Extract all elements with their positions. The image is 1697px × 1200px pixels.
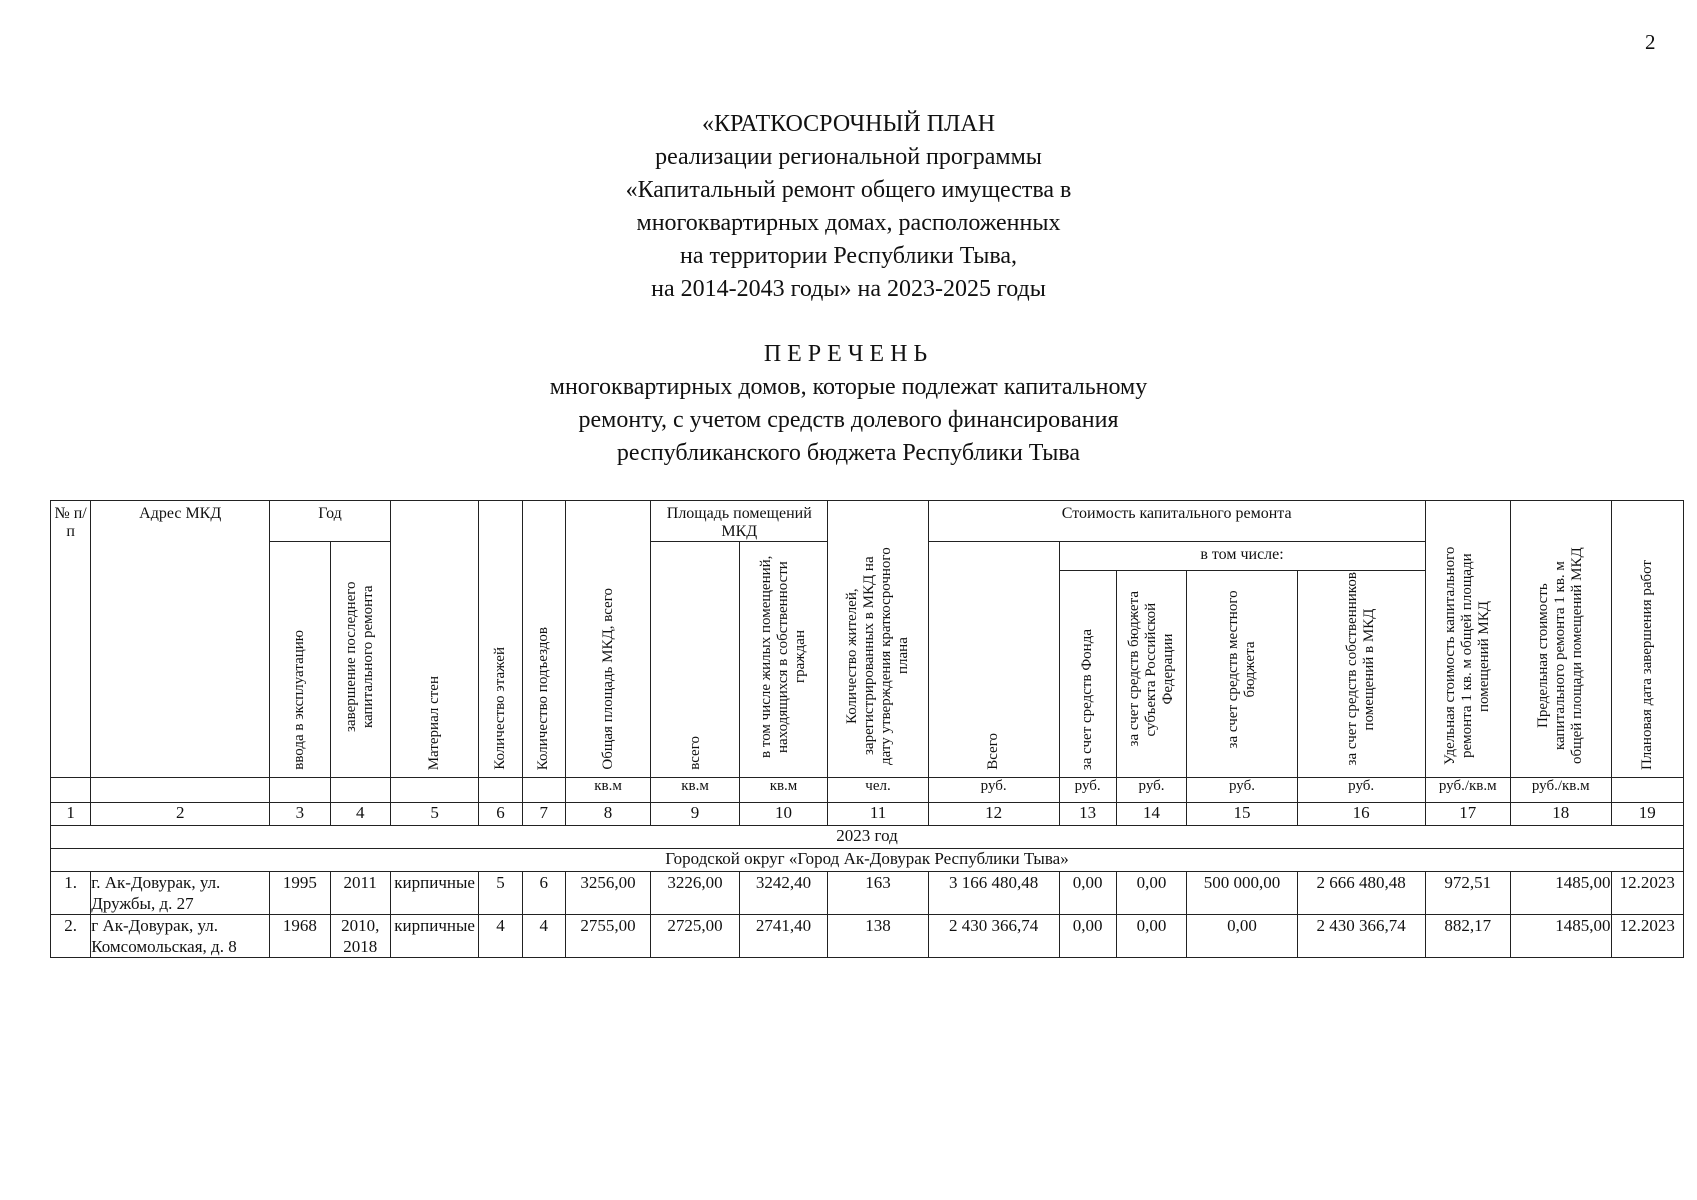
unit-cell <box>270 778 330 803</box>
unit-cell: руб. <box>1116 778 1186 803</box>
header-planned-date <box>1611 501 1683 778</box>
header-premises-total-text: всего <box>686 736 703 770</box>
list-header <box>0 338 1697 470</box>
plan-header <box>0 108 1697 306</box>
header-year-commission <box>270 542 330 778</box>
row-num: 1. <box>51 872 91 915</box>
column-number: 16 <box>1297 803 1425 826</box>
header-premises-total <box>651 542 739 778</box>
header-cost-total-text: Всего <box>985 733 1002 770</box>
column-number: 3 <box>270 803 330 826</box>
column-number: 7 <box>522 803 565 826</box>
row-floors: 4 <box>479 915 522 958</box>
row-cost-total: 2 430 366,74 <box>928 915 1059 958</box>
table-row <box>51 872 1684 915</box>
row-entrances: 4 <box>522 915 565 958</box>
unit-cell <box>51 778 91 803</box>
column-number: 19 <box>1611 803 1683 826</box>
row-premises-total: 2725,00 <box>651 915 739 958</box>
row-premises-residential: 2741,40 <box>739 915 827 958</box>
unit-cell <box>330 778 390 803</box>
column-number: 6 <box>479 803 522 826</box>
row-cost-total: 3 166 480,48 <box>928 872 1059 915</box>
row-cost-owners: 2 430 366,74 <box>1297 915 1425 958</box>
unit-cell <box>91 778 270 803</box>
header-premises-residential <box>739 542 827 778</box>
page-number: 2 <box>1645 30 1656 54</box>
row-residents: 163 <box>828 872 929 915</box>
year-section: 2023 год <box>51 826 1684 849</box>
district-section: Городской округ «Город Ак-Довурак Республики Тыва» <box>51 849 1684 872</box>
row-cost-local: 500 000,00 <box>1187 872 1298 915</box>
column-number: 15 <box>1187 803 1298 826</box>
unit-cell <box>1611 778 1683 803</box>
header-year-last-repair-text: завершение последнего капитального ремонта <box>343 581 377 733</box>
unit-cell: чел. <box>828 778 929 803</box>
header-year-group: Год <box>270 501 391 542</box>
header-cost-local <box>1187 570 1298 777</box>
column-number: 12 <box>928 803 1059 826</box>
unit-cell: руб. <box>1059 778 1116 803</box>
unit-cell: руб. <box>928 778 1059 803</box>
header-year-last-repair <box>330 542 390 778</box>
row-residents: 138 <box>828 915 929 958</box>
unit-cell <box>479 778 522 803</box>
row-floors: 5 <box>479 872 522 915</box>
row-cost-fund: 0,00 <box>1059 915 1116 958</box>
header-cost-total <box>928 542 1059 778</box>
header-cost-group: Стоимость капитального ремонта <box>928 501 1425 542</box>
row-unit-cost: 882,17 <box>1425 915 1510 958</box>
header-cost-subject <box>1116 570 1186 777</box>
row-premises-total: 3226,00 <box>651 872 739 915</box>
column-number: 1 <box>51 803 91 826</box>
column-number: 17 <box>1425 803 1510 826</box>
row-planned-date: 12.2023 <box>1611 872 1683 915</box>
column-number: 18 <box>1510 803 1611 826</box>
header-residents-text: Количество жителей, зарегистрированных в МКД на дату утверждения краткосрочного плана <box>844 547 912 765</box>
row-cost-local: 0,00 <box>1187 915 1298 958</box>
header-floors <box>479 501 522 778</box>
list-title: ПЕРЕЧЕНЬ <box>763 341 934 367</box>
plan-header-line: реализации региональной программы <box>655 144 1042 170</box>
column-number: 13 <box>1059 803 1116 826</box>
row-premises-residential: 3242,40 <box>739 872 827 915</box>
row-unit-cost: 972,51 <box>1425 872 1510 915</box>
header-entrances-text: Количество подъездов <box>535 626 552 770</box>
row-year-commission: 1968 <box>270 915 330 958</box>
header-premises-group: Площадь помещений МКД <box>651 501 828 542</box>
housing-repair-table <box>50 500 1684 958</box>
header-residents <box>828 501 929 778</box>
header-cost-owners-text: за счет средств собственников помещений в МКД <box>1344 572 1378 766</box>
unit-cell: кв.м <box>739 778 827 803</box>
header-wall-material <box>390 501 478 778</box>
column-number: 2 <box>91 803 270 826</box>
header-cost-local-text: за счет средств местного бюджета <box>1225 589 1258 748</box>
header-premises-residential-text: в том числе жилых помещений, находящихся в собственности граждан <box>758 555 808 759</box>
header-total-area-text: Общая площадь МКД, всего <box>599 588 616 770</box>
column-number: 9 <box>651 803 739 826</box>
unit-cell: руб. <box>1187 778 1298 803</box>
list-subtitle-line: республиканского бюджета Республики Тыва <box>616 440 1081 466</box>
list-subtitle-line: ремонту, с учетом средств долевого финансирования <box>578 407 1119 433</box>
header-planned-date-text: Плановая дата завершения работ <box>1638 559 1655 770</box>
row-planned-date: 12.2023 <box>1611 915 1683 958</box>
header-cost-owners <box>1297 570 1425 777</box>
header-wall-material-text: Материал стен <box>426 675 443 770</box>
table-row <box>51 915 1684 958</box>
plan-header-line: «Капитальный ремонт общего имущества в <box>625 177 1072 203</box>
unit-cell: руб./кв.м <box>1425 778 1510 803</box>
column-number: 4 <box>330 803 390 826</box>
row-wall-material: кирпичные <box>390 915 478 958</box>
unit-cell: кв.м <box>651 778 739 803</box>
plan-header-line: многоквартирных домах, расположенных <box>636 210 1061 236</box>
unit-cell: руб./кв.м <box>1510 778 1611 803</box>
header-max-cost <box>1510 501 1611 778</box>
unit-cell: руб. <box>1297 778 1425 803</box>
row-cost-subject: 0,00 <box>1116 872 1186 915</box>
header-address: Адрес МКД <box>91 501 270 778</box>
row-address: г. Ак-Довурак, ул. Дружбы, д. 27 <box>91 872 270 915</box>
header-unit-cost <box>1425 501 1510 778</box>
row-total-area: 2755,00 <box>565 915 650 958</box>
header-cost-fund <box>1059 570 1116 777</box>
header-entrances <box>522 501 565 778</box>
header-num: № п/п <box>51 501 91 778</box>
row-num: 2. <box>51 915 91 958</box>
column-number: 14 <box>1116 803 1186 826</box>
row-year-last-repair: 2010, 2018 <box>330 915 390 958</box>
header-unit-cost-text: Удельная стоимость капитального ремонта 1 кв. м общей площади помещений МКД <box>1442 546 1493 766</box>
unit-cell: кв.м <box>565 778 650 803</box>
row-cost-fund: 0,00 <box>1059 872 1116 915</box>
plan-header-line: на территории Республики Тыва, <box>680 243 1017 269</box>
row-total-area: 3256,00 <box>565 872 650 915</box>
unit-cell <box>390 778 478 803</box>
header-cost-fund-text: за счет средств Фонда <box>1079 628 1096 770</box>
plan-header-line: «КРАТКОСРОЧНЫЙ ПЛАН <box>701 111 996 137</box>
row-max-cost: 1485,00 <box>1510 872 1611 915</box>
header-cost-including: в том числе: <box>1059 542 1425 571</box>
header-floors-text: Количество этажей <box>491 647 508 770</box>
row-entrances: 6 <box>522 872 565 915</box>
column-number: 8 <box>565 803 650 826</box>
row-cost-owners: 2 666 480,48 <box>1297 872 1425 915</box>
header-max-cost-text: Предельная стоимость капитального ремонта 1 кв. м общей площади помещений МКД <box>1535 547 1586 765</box>
row-cost-subject: 0,00 <box>1116 915 1186 958</box>
row-address: г Ак-Довурак, ул. Комсомольская, д. 8 <box>91 915 270 958</box>
unit-cell <box>522 778 565 803</box>
plan-header-line: на 2014-2043 годы» на 2023-2025 годы <box>651 276 1046 302</box>
row-wall-material: кирпичные <box>390 872 478 915</box>
list-subtitle-line: многоквартирных домов, которые подлежат капитальному <box>549 374 1148 400</box>
header-cost-subject-text: за счет средств бюджета субъекта Российской Федерации <box>1126 591 1177 747</box>
header-total-area <box>565 501 650 778</box>
column-number: 11 <box>828 803 929 826</box>
row-year-commission: 1995 <box>270 872 330 915</box>
header-year-commission-text: ввода в эксплуатацию <box>291 630 308 770</box>
column-number: 5 <box>390 803 478 826</box>
row-max-cost: 1485,00 <box>1510 915 1611 958</box>
row-year-last-repair: 2011 <box>330 872 390 915</box>
column-number: 10 <box>739 803 827 826</box>
